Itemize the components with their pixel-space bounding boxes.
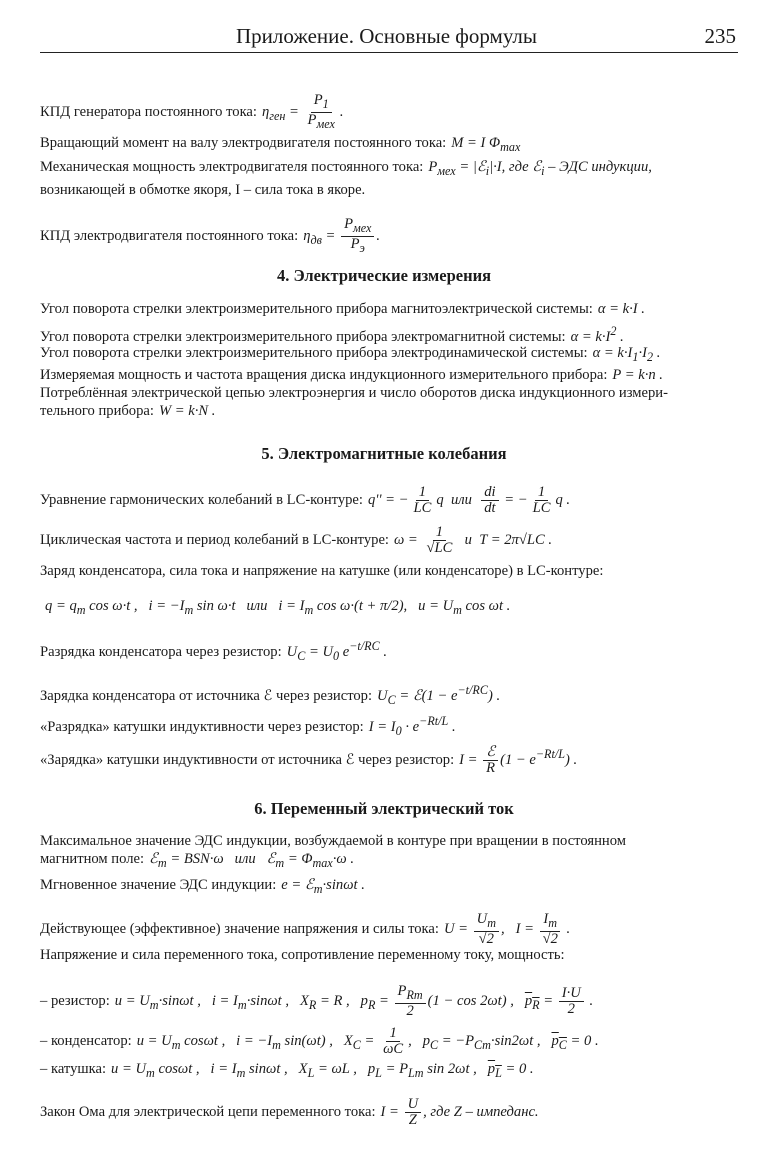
fraction-denominator: 2 — [406, 1002, 414, 1019]
fraction-denominator: 2 — [567, 1000, 575, 1017]
formula: ℰ$_m$ = BSN·ω или ℰ$_m$ = $\Phi_{max}\cdot\omega$ . — [149, 851, 354, 870]
fraction-denominator: R — [486, 760, 496, 777]
text-line — [40, 300, 645, 318]
text-line — [40, 1026, 599, 1057]
line-text: Угол поворота стрелки электроизмерительного прибора электродинамической системы: — [40, 345, 588, 361]
text-line — [40, 181, 365, 199]
text-line — [40, 525, 552, 556]
text-line — [40, 912, 570, 947]
line-text: Вращающий момент на валу электродвигателя постоянного тока: — [40, 135, 447, 151]
fraction — [423, 525, 455, 556]
text-line — [40, 1097, 539, 1128]
fraction — [474, 912, 499, 947]
fraction — [411, 485, 435, 516]
text-line — [40, 597, 510, 619]
fraction-denominator: $P_{мех}$ — [307, 111, 335, 131]
formula: M = I $\Phi_{max}$ — [451, 135, 521, 154]
formula: P = k·n . — [612, 367, 663, 383]
text-line — [40, 134, 520, 156]
text-line — [40, 93, 344, 132]
text-line — [40, 344, 660, 366]
line-text: тельного прибора: — [40, 403, 154, 419]
line-text: «Разрядка» катушки индуктивности через резистор: — [40, 718, 364, 735]
line-text: КПД генератора постоянного тока: — [40, 103, 257, 120]
text-line — [40, 322, 624, 346]
line-text: Разрядка конденсатора через резистор: — [40, 643, 282, 660]
line-text: Механическая мощность электродвигателя постоянного тока: — [40, 159, 424, 175]
text-line — [40, 946, 565, 964]
fraction — [559, 986, 584, 1017]
formula: $u = U_m$ cosωt , $i = I_m$ sinωt , $X_L = \omega L$ , $p_L = P_{Lm}$ sin 2ωt , $p_L = 0$ . — [111, 1061, 534, 1080]
fraction — [341, 217, 374, 256]
line-text: Угол поворота стрелки электроизмерительного прибора магнитоэлектрической системы: — [40, 301, 593, 317]
fraction-numerator: 1 — [416, 485, 429, 501]
formula: W = k·N . — [158, 403, 216, 419]
line-text: магнитном поле: — [40, 851, 145, 867]
text-line — [40, 832, 626, 850]
fraction-denominator: LC — [532, 500, 551, 516]
text-line — [40, 876, 365, 898]
line-text: Измеряемая мощность и частота вращения диска индукционного измерительного прибора: — [40, 367, 608, 383]
line-text: – резистор: — [40, 992, 110, 1009]
line-text: Заряд конденсатора, сила тока и напряжение на катушке (или конденсаторе) в LC-контуре: — [40, 563, 604, 579]
page-header — [40, 22, 738, 53]
fraction-numerator: ℰ — [483, 745, 498, 761]
section-heading: 5. Электромагнитные колебания — [261, 444, 507, 463]
text-line — [40, 1060, 534, 1082]
fraction-numerator: di — [481, 485, 498, 501]
text-line — [40, 850, 354, 872]
line-text: Напряжение и сила переменного тока, сопротивление переменному току, мощность: — [40, 947, 565, 963]
fraction — [395, 984, 426, 1019]
fraction-numerator: 1 — [535, 485, 548, 501]
line-text: Действующее (эффективное) значение напряжения и силы тока: — [40, 920, 439, 937]
line-text: возникающей в обмотке якоря, I – сила тока в якоре. — [40, 182, 366, 198]
fraction — [483, 745, 498, 776]
fraction-numerator: 1 — [433, 525, 446, 541]
formula: I = $\frac{U}{Z}$ , где Z – импеданс. — [380, 1096, 539, 1128]
formula: $\alpha = k\cdot I_1\cdot I_2$ . — [592, 345, 661, 364]
fraction-denominator: √2 — [542, 930, 558, 947]
formula: I = $\frac{\text{ℰ}}{R}$ $(1 - e^{-Rt/L})$ . — [459, 744, 578, 777]
line-text: Мгновенное значение ЭДС индукции: — [40, 877, 277, 893]
formula: α = k·I . — [597, 301, 645, 317]
fraction-denominator: $P_э$ — [350, 235, 365, 255]
fraction-denominator: ωC — [383, 1041, 404, 1057]
text-line — [40, 217, 380, 256]
formula: $U_C = U_0$ $e^{-t/RC}$ . — [286, 639, 387, 663]
formula: e = ℰ$_m$·sinωt . — [281, 877, 365, 896]
formula: q'' = − $\frac{1}{LC}$ q или $\frac{di}{dt}$ = − $\frac{1}{LC}$ q . — [367, 484, 571, 516]
fraction-denominator: √2 — [478, 930, 494, 947]
fraction — [540, 912, 561, 947]
line-text: – конденсатор: — [40, 1032, 132, 1049]
text-line — [40, 745, 577, 776]
fraction — [305, 93, 338, 132]
line-text: Угол поворота стрелки электроизмерительного прибора электромагнитной системы: — [40, 328, 566, 345]
fraction-numerator: $U_m$ — [474, 912, 499, 932]
formula: $I = I_0 \cdot e^{-Rt/L}$ . — [368, 714, 456, 738]
fraction-numerator: U — [405, 1097, 422, 1113]
line-text: Уравнение гармонических колебаний в LC-контуре: — [40, 491, 363, 508]
formula: $\alpha = k\cdot I^2$ . — [570, 324, 624, 345]
formula: $u = U_m\cdot\sin\omega t$ , $i = I_m\cdot\sin\omega t$ , $X_R = R$ , $p_R$ = $\frac{P_{Rm}}{2}$ (1 − cos 2ωt) , $p_R$ = $\frac{I\cdot U}{2}$ . — [114, 983, 594, 1019]
text-line — [40, 681, 500, 709]
fraction — [380, 1026, 406, 1057]
line-text: – катушка: — [40, 1061, 107, 1077]
line-text: КПД электродвигателя постоянного тока: — [40, 227, 299, 244]
fraction-denominator: dt — [484, 500, 496, 516]
line-text: Закон Ома для электрической цепи переменного тока: — [40, 1103, 376, 1120]
line-text: Максимальное значение ЭДС индукции, возбуждаемой в контуре при вращении в постоянном — [40, 833, 626, 849]
formula: $u = U_m$ cosωt , $i = -I_m$ sin(ωt) , $X_C$ = $\frac{1}{\omega C}$ , $p_C = -P_{Cm}\cdot\sin 2\omega t$ , $p_C = 0$ . — [136, 1025, 599, 1057]
formula: $\eta_{дв}$ = $\frac{P_{мех}}{P_э}$ . — [303, 216, 381, 255]
fraction-numerator: $P_{Rm}$ — [395, 984, 426, 1004]
text-line — [40, 158, 652, 180]
line-text: Потреблённая электрической цепью электроэнергия и число оборотов диска индукционного измери- — [40, 385, 668, 401]
fraction — [481, 485, 498, 516]
fraction-numerator: $P_{мех}$ — [341, 217, 374, 237]
fraction-denominator: LC — [413, 500, 432, 516]
text-line — [40, 485, 570, 516]
formula: $\eta_{ген}$ = $\frac{P_1}{P_{мех}}$ . — [261, 92, 344, 131]
formula: ω = $\frac{1}{√LC}$ и T = 2π√LC . — [393, 524, 552, 556]
text-line — [40, 637, 387, 665]
section-heading: 4. Электрические измерения — [276, 266, 492, 285]
section-heading: 6. Переменный электрический ток — [254, 799, 514, 818]
fraction-denominator: Z — [408, 1112, 417, 1128]
line-text: «Зарядка» катушки индуктивности от источника ℰ через резистор: — [40, 751, 455, 768]
text-line — [40, 366, 663, 384]
text-line — [40, 402, 215, 420]
fraction-denominator: √LC — [426, 540, 453, 556]
formula: $q = q_m$ cos ω·t , $i = -I_m$ sin ω·t или $i = I_m$ cos ω·(t + π/2), $u = U_m$ cos ωt . — [45, 598, 511, 617]
fraction — [530, 485, 554, 516]
fraction — [405, 1097, 422, 1128]
header-title: Приложение. Основные формулы — [236, 24, 538, 48]
text-line — [40, 562, 603, 580]
text-line — [40, 984, 593, 1019]
line-text: Зарядка конденсатора от источника ℰ через резистор: — [40, 687, 373, 704]
fraction-numerator: $I_m$ — [540, 912, 560, 932]
page-number: 235 — [704, 24, 736, 48]
fraction-numerator: 1 — [386, 1026, 399, 1042]
formula: U = $\frac{U_m}{√2}$ , I = $\frac{I_m}{√2}$ . — [443, 911, 571, 947]
formula: $P_{мех}$ = |ℰ$_i$|·I, где ℰ$_i$ – ЭДС индукции, — [428, 159, 652, 178]
formula: $U_C$ = ℰ(1 − $e^{-t/RC}$) . — [377, 683, 501, 707]
text-line — [40, 712, 456, 740]
fraction-numerator: $P_1$ — [311, 93, 332, 113]
line-text: Циклическая частота и период колебаний в LC-контуре: — [40, 531, 389, 548]
text-line — [40, 384, 668, 402]
fraction-numerator: I·U — [559, 986, 584, 1002]
